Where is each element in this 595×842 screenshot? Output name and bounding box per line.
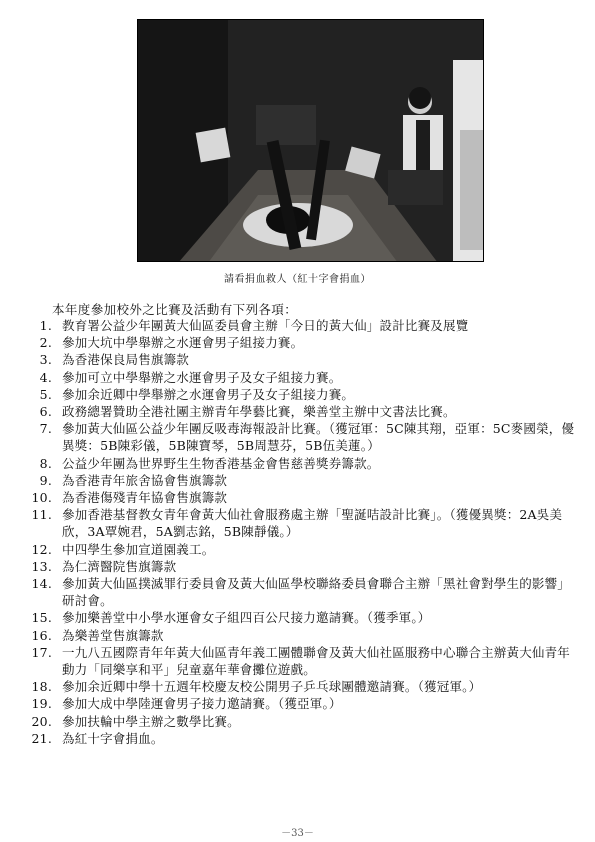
- list-item: [25, 678, 580, 695]
- page-number: －33－: [281, 828, 314, 839]
- item-text: 參加黃大仙區撲滅罪行委員會及黃大仙區學校聯絡委員會聯合主辦「黑社會對學生的影響」研討會。: [62, 576, 571, 609]
- item-text: 參加黃大仙區公益少年團反吸毒海報設計比賽。（獲冠軍：5C陳其翔，亞軍：5C麥國榮，優異獎：5B陳彩儀，5B陳寶琴，5B周慧芬，5B伍美蓮。）: [62, 421, 575, 454]
- list-item: [25, 317, 580, 334]
- item-number: 9.: [39, 472, 52, 488]
- item-text: 參加大坑中學舉辦之水運會男子組接力賽。: [62, 335, 304, 351]
- item-number: 21.: [31, 730, 52, 746]
- list-item: [25, 695, 580, 712]
- item-number: 1.: [39, 318, 52, 333]
- item-text: 為香港傷殘青年協會售旗籌款: [62, 490, 228, 506]
- list-item: [25, 558, 580, 575]
- item-text: 為仁濟醫院售旗籌款: [62, 558, 177, 574]
- list-item: [25, 334, 580, 351]
- item-text: 為樂善堂售旗籌款: [62, 627, 164, 643]
- item-text: 參加可立中學舉辦之水運會男子及女子組接力賽。: [62, 369, 342, 385]
- list-item: [25, 713, 580, 730]
- list-item: [25, 609, 580, 626]
- item-text: 參加扶輪中學主辦之數學比賽。: [62, 713, 240, 729]
- item-number: 8.: [39, 455, 52, 471]
- photo-scene-illustration: [138, 20, 484, 262]
- intro-line: 本年度參加校外之比賽及活動有下列各項：: [52, 302, 298, 317]
- list-item: [25, 541, 580, 558]
- item-text: 參加樂善堂中小學水運會女子組四百公尺接力邀請賽。（獲季軍。）: [62, 610, 431, 626]
- item-text: 參加大成中學陸運會男子接力邀請賽。（獲亞軍。）: [62, 696, 342, 712]
- list-item: [25, 420, 580, 454]
- list-item: [25, 403, 580, 420]
- list-item: [25, 627, 580, 644]
- item-number: 2.: [39, 335, 52, 351]
- item-text: 一九八五國際青年年黃大仙區青年義工團體聯會及黃大仙社區服務中心聯合主辦黃大仙青年動力「同樂享和平」兒童嘉年華會攤位遊戲。: [62, 644, 571, 678]
- item-number: 17.: [31, 644, 52, 660]
- list-item: [25, 575, 580, 609]
- list-item: [25, 489, 580, 506]
- list-item: [25, 351, 580, 368]
- item-number: 7.: [39, 421, 52, 437]
- item-number: 6.: [39, 404, 52, 420]
- item-number: 13.: [31, 558, 52, 574]
- item-text: 為香港保良局售旗籌款: [62, 352, 190, 368]
- list-item: [25, 472, 580, 489]
- item-number: 5.: [39, 386, 52, 402]
- item-text: 參加余近卿中學舉辦之水運會男子及女子組接力賽。: [62, 386, 355, 402]
- list-item: [25, 455, 580, 472]
- item-text: 教育署公益少年團黃大仙區委員會主辦「今日的黃大仙」設計比賽及展覽: [62, 318, 469, 333]
- item-text: 政務總署贊助全港社團主辦青年學藝比賽，樂善堂主辦中文書法比賽。: [62, 404, 456, 420]
- item-number: 3.: [39, 352, 52, 368]
- item-number: 19.: [31, 696, 52, 712]
- item-text: 參加香港基督教女青年會黃大仙社會服務處主辦「聖誕咭設計比賽」。（獲優異獎：2A吳美欣，3A覃婉君，5A劉志銘，5B陳靜儀。）: [62, 507, 563, 540]
- item-number: 18.: [31, 679, 52, 695]
- item-number: 11.: [31, 507, 52, 523]
- item-text: 中四學生參加宣道園義工。: [62, 541, 215, 557]
- item-text: 參加余近卿中學十五週年校慶友校公開男子乒乓球團體邀請賽。（獲冠軍。）: [62, 679, 482, 695]
- list-item: [25, 644, 580, 678]
- item-number: 16.: [31, 627, 52, 643]
- list-item: [25, 386, 580, 403]
- list-item: [25, 506, 580, 540]
- item-number: 10.: [31, 490, 52, 506]
- photo-caption: 請看捐血救人（紅十字會捐血）: [224, 274, 371, 285]
- item-number: 14.: [31, 576, 52, 592]
- item-text: 為紅十字會捐血。: [62, 730, 164, 746]
- blood-donation-photo: [137, 19, 484, 262]
- list-item: [25, 730, 580, 747]
- item-number: 4.: [39, 369, 52, 385]
- item-text: 公益少年團為世界野生生物香港基金會售慈善獎券籌款。: [62, 455, 380, 471]
- activity-list: [25, 317, 580, 747]
- list-item: [25, 369, 580, 386]
- item-number: 12.: [31, 541, 52, 557]
- item-text: 為香港青年旅舍協會售旗籌款: [62, 472, 228, 488]
- item-number: 20.: [31, 713, 52, 729]
- item-number: 15.: [31, 610, 52, 626]
